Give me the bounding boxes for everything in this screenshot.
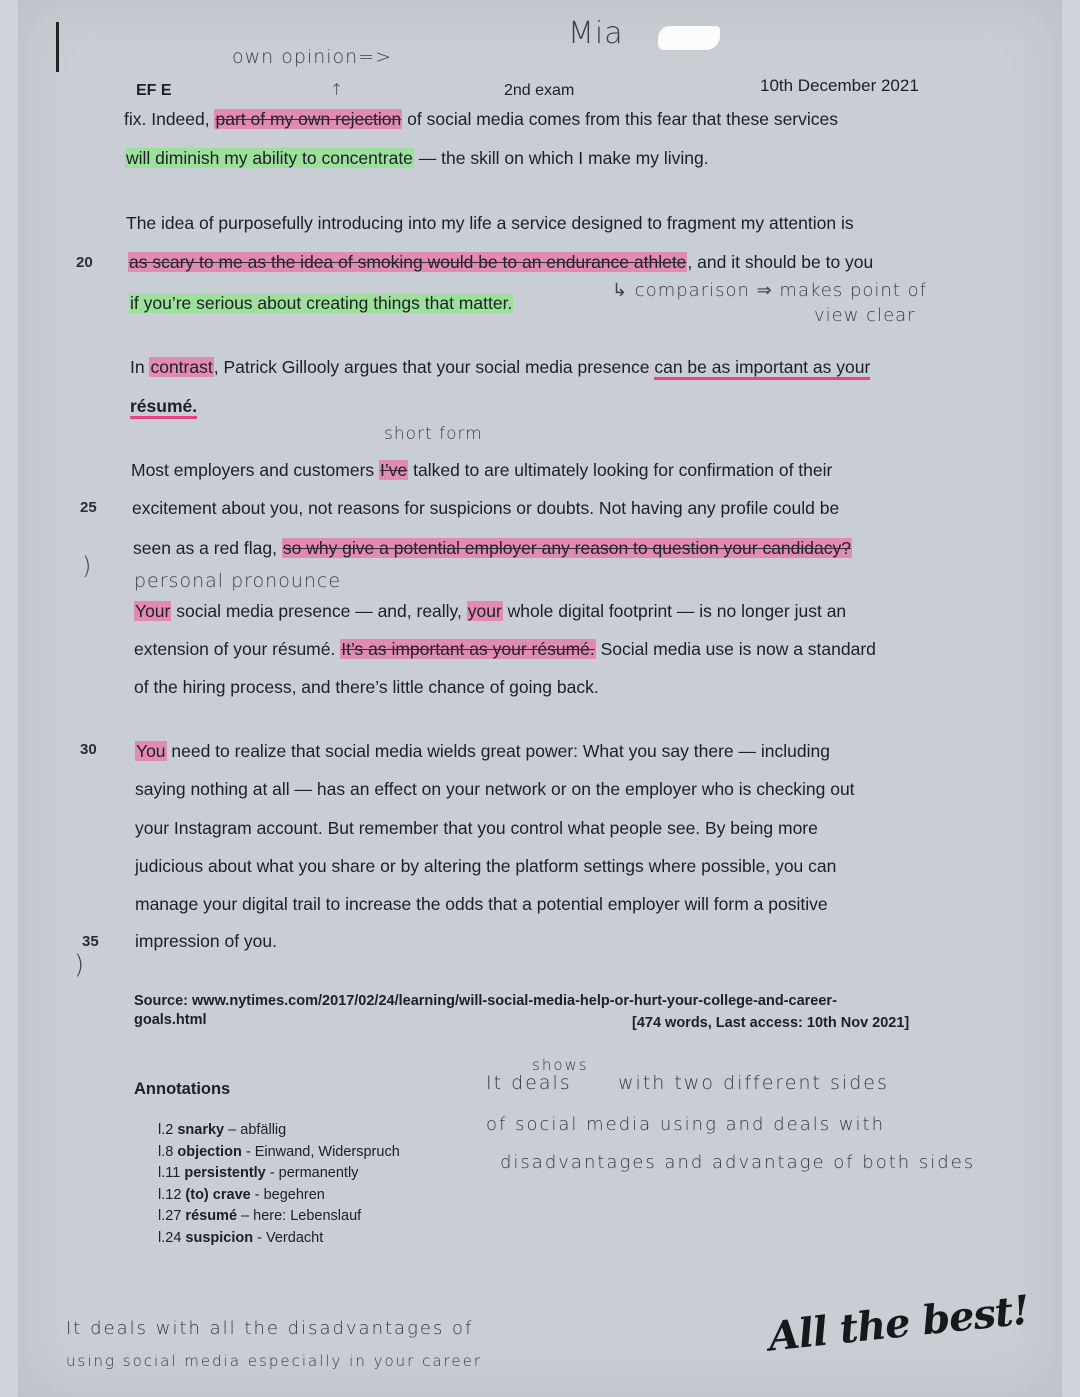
annotation-item: l.11 persistently - permanently	[158, 1165, 359, 1181]
word-count: [474 words, Last access: 10th Nov 2021]	[632, 1015, 910, 1031]
annotation-item: l.2 snarky – abfällig	[158, 1122, 287, 1138]
course-label: EF E	[136, 82, 172, 99]
note-short-form: short form	[384, 424, 483, 444]
line-number: 25	[80, 499, 97, 516]
annotation-item: l.12 (to) crave - begehren	[158, 1186, 325, 1203]
exam-page	[18, 0, 1062, 1397]
all-the-best-note: All the best!	[766, 1286, 1032, 1361]
bracket-mark: )	[74, 950, 86, 980]
redaction	[658, 26, 720, 50]
text-line: Your social media presence — and, really, your whole digital footprint — is no longer just an	[135, 601, 847, 621]
text-line: fix. Indeed, part of my own rejection of social media comes from this fear that these services	[124, 109, 838, 129]
text-line: seen as a red flag, so why give a potential employer any reason to question your candidacy?	[133, 538, 851, 558]
note-of-social: of social media using and deals with	[486, 1114, 886, 1135]
text-line: manage your digital trail to increase the odds that a potential employer will form a positive	[135, 894, 828, 914]
note-it-deals: It deals	[486, 1072, 572, 1094]
note-view-clear: view clear	[814, 305, 916, 326]
text-line: Most employers and customers I’ve talked to are ultimately looking for confirmation of their	[131, 460, 833, 480]
text-line: You need to realize that social media wields great power: What you say there — including	[136, 741, 830, 761]
note-shows: shows	[532, 1056, 589, 1074]
text-line: judicious about what you share or by altering the platform settings where possible, you can	[135, 856, 837, 876]
note-bottom-2: using social media especially in your career	[66, 1352, 483, 1370]
text-line: impression of you.	[135, 931, 278, 951]
source-citation: Source: www.nytimes.com/2017/02/24/learning/will-social-media-help-or-hurt-your-college-and-career- goals.html	[134, 993, 837, 1028]
margin-mark	[56, 22, 59, 72]
text-line: extension of your résumé. It’s as important as your résumé. Social media use is now a standard	[134, 639, 876, 659]
text-line: The idea of purposefully introducing into my life a service designed to fragment my attention is	[126, 213, 854, 233]
exam-date: 10th December 2021	[760, 76, 919, 95]
annotations-title: Annotations	[134, 1080, 231, 1098]
annotation-item: l.27 résumé – here: Lebenslauf	[158, 1208, 362, 1224]
annotations-list	[158, 1120, 400, 1249]
bracket-mark: )	[82, 552, 93, 580]
text-line: as scary to me as the idea of smoking would be to an endurance athlete, and it should be to you	[129, 252, 874, 272]
arrow-up-icon: ↑	[330, 80, 345, 99]
text-line: your Instagram account. But remember that you control what people see. By being more	[135, 818, 818, 838]
text-line: if you’re serious about creating things that matter.	[130, 293, 513, 313]
text-line: will diminish my ability to concentrate — the skill on which I make my living.	[126, 148, 709, 168]
student-name: Mia	[568, 16, 624, 51]
text-line: excitement about you, not reasons for suspicions or doubts. Not having any profile could be	[132, 498, 840, 518]
note-bottom-1: It deals with all the disadvantages of	[66, 1318, 474, 1339]
annotation-item: l.8 objection - Einwand, Widerspruch	[158, 1143, 400, 1160]
note-disadvantages: disadvantages and advantage of both sides	[500, 1152, 976, 1173]
text-line: of the hiring process, and there’s little chance of going back.	[134, 677, 599, 697]
note-personal-pronounce: personal pronounce	[134, 570, 342, 592]
note-comparison: ↳ comparison ⇒ makes point of	[612, 280, 927, 301]
exam-label: 2nd exam	[504, 82, 575, 99]
line-number: 20	[76, 254, 93, 271]
note-two-sides: with two different sides	[618, 1072, 889, 1094]
text-line: In contrast, Patrick Gillooly argues that your social media presence can be as important as your	[130, 356, 870, 378]
text-line: résumé.	[130, 395, 197, 417]
note-own-opinion: own opinion=>	[232, 46, 393, 68]
line-number: 35	[82, 933, 99, 950]
line-number: 30	[80, 741, 97, 758]
text-line: saying nothing at all — has an effect on your network or on the employer who is checking out	[135, 779, 855, 799]
annotation-item: l.24 suspicion - Verdacht	[158, 1229, 324, 1246]
